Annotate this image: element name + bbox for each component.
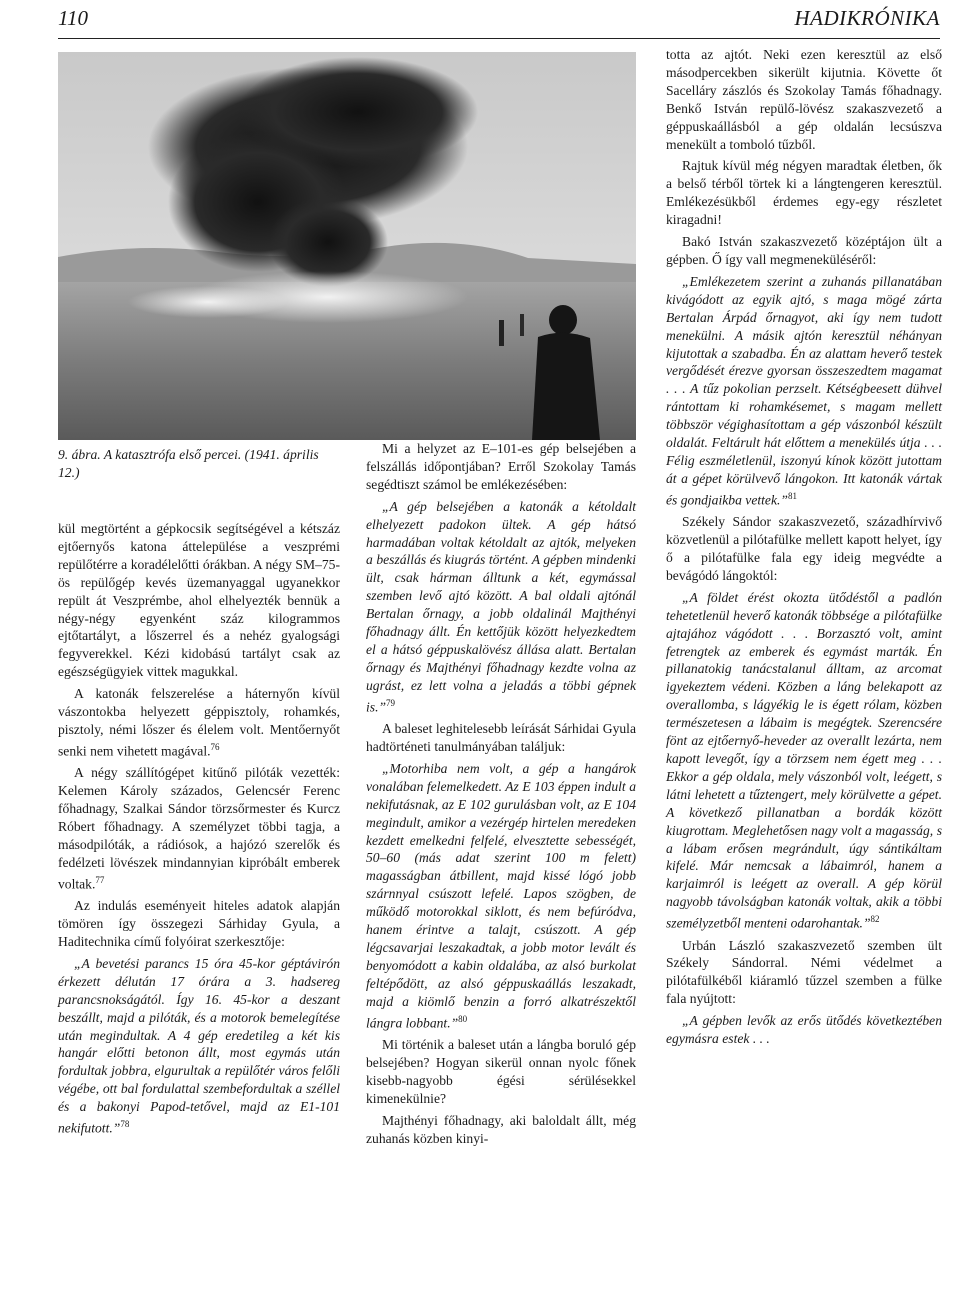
column-3 xyxy=(666,46,942,1052)
quote: „A gépben levők az erős ütődés következtében egymásra estek . . . xyxy=(666,1013,942,1047)
paragraph: Az indulás eseményeit hiteles adatok alapján tömören így összegezi Sárhiday Gyula, a Haditechnika című folyóirat szerkesztője: xyxy=(58,898,340,949)
figure-caption: 9. ábra. A katasztrófa első percei. (1941. április 12.) xyxy=(58,447,319,480)
quote: „A gép belsejében a katonák a kétoldalt elhelyezett padokon ültek. A gép hátsó harmadában voltak kétoldalt az ajtók, melyeken a beszállás és kiugrás történt. A gépben mindenki ült, csak hárman álltunk a két, egymással szemben levő ajtó között. A bal oldali ajtónál Bertalan őrnagy, a jobb oldalinál Majthényi főhadnagy állt. Én kettőjük között helyezkedtem el a hátsó géppuskalövész állása alatt. Bertalan őrnagy és Majthényi főhadnagy kezdte volna az ugrást, ez lett volna a jeladás a többi gépnek is.”$^{79}$ xyxy=(366,498,636,715)
footnote-ref: 80 xyxy=(458,1013,468,1024)
figure-photo xyxy=(58,52,636,440)
paragraph: totta az ajtót. Neki ezen keresztül az első másodpercekben sikerült kijutnia. Követte őt Sacelláry zászlós és Szokolay Tamás főhadnagy. Benkő István repülő-lövész szakaszvezető a géppuskaállásból a gép oldalán lecsúszva menekült a tomboló tűzből. xyxy=(666,47,942,152)
paragraph: Mi történik a baleset után a lángba boruló gép belsejében? Hogyan sikerül onnan nyolc főnek kisebb-nagyobb égési sérülésekkel kimenekülnie? xyxy=(366,1037,636,1106)
quote: „Motorhiba nem volt, a gép a hangárok vonalában felemelkedett. Az E 103 éppen indult a nekifutásnak, az E 102 gurulásban volt, az E 104 megindult, amikor a vezérgép hirtelen meredeken kezdett emelkedni felfelé, elvesztette sebességét, 50–60 (más adat szerint 100 m felett) magasságban átbillent, majd kissé lógó jobb szárnnyal csúszott lefelé. Lapos szögben, de működő motorokkal siklott, és nem befúródva, hanem érintve a talajt, csúszott. A gép légcsavarjai leszakadtak, a jobb motor levált és benyomódott a kabin oldalába, az alsó burkolat feltépődött, az alsó géppuskaállás leszakadt, majd a kiömlő benzin a forró alkatrészektől lángra lobbant.”$^{80}$ xyxy=(366,760,636,1031)
paragraph: A baleset leghitelesebb leírását Sárhidai Gyula hadtörténeti tanulmányában találjuk: xyxy=(366,721,636,755)
footnote-ref: 78 xyxy=(120,1119,130,1130)
paragraph: Mi a helyzet az E–101-es gép belsejében a felszállás időpontjában? Erről Szokolay Tamás segédtiszt számol be emlékezésében: xyxy=(366,441,636,492)
paragraph: A négy szállítógépet kitűnő pilóták vezették: Kelemen Károly százados, Gelencsér Ferenc főhadnagy, Szalkai Sándor törzsőrmester és Kurcz Róbert főhadnagy. A személyzet többi tagja, a másodpilóták, a rádiósok, a hajózó szerelők és fedélzeti lövészek mindannyian kipróbált emberek voltak.$^{77}$ xyxy=(58,765,340,892)
footnote-ref: 77 xyxy=(95,874,105,885)
page-number: 110 xyxy=(58,6,88,30)
journal-title: HADIKRÓNIKA xyxy=(794,6,940,30)
quote: „A földet érést okozta ütődéstől a padlón tehetetlenül heverő katonák többsége a pilótafülke ajtajához vágódott . . . Borzasztó volt, amint fetrengtek az emberek és egymást marták. Én pillanatokig tanácstalanul álltam, az arcomat igyekeztem védeni. Közben a láng belekapott az overallomba, s lágyékig le is égett rólam, közben természetesen a lábaim is megégtek. Szerencsére fönt az ejtőernyő-heveder az overallt lezárta, nem kapott levegőt, így a törzsem nem égett meg . . . Ekkor a gép oldala, mely vászonból volt, leégett, s látni lehetett a tűztengert, mely körülvette a gépet. A következő pillanatban a bordák között kiugrottam. Meglehetősen nagy volt a magasság, s a lábam erősen megrándult, úgy sántikáltam kifelé. Már nemcsak a lábaimról, hanem a karjaimról is leégett az overall. A gép körül nagyobb távolságban katonák voltak, akik a többi személyzetből menteni odarohantak.”$^{82}$ xyxy=(666,589,942,931)
paragraph: Rajtuk kívül még négyen maradtak életben, ők a belső térből törtek ki a lángtengeren keresztül. Emlékezésükből érdemes egy-egy részletet kiragadni! xyxy=(666,158,942,228)
quote: „A bevetési parancs 15 óra 45-kor géptávirón érkezett délután 17 órára a 3. hadsereg parancsnokságától. Így 16. 45-kor a deszant beszállt, majd a pilóták, és a motorok bemelegítése után megindultak. A 4 gép eredetileg a két kis hangár előtti betonon állt, most egymás után fordultak jobbra, elgurultak a repülőtér város felőli végébe, ott bal fordulattal szembefordultak a széllel és a bakonyi Papod-tetővel, majd az E1-101 nekifutott.”$^{78}$ xyxy=(58,955,340,1136)
footnote-ref: 81 xyxy=(787,490,797,501)
column-1 xyxy=(58,520,340,1142)
paragraph: Bakó István szakaszvezető középtájon ült a gépben. Ő így vall megmeneküléséről: xyxy=(666,234,942,267)
paragraph: Majthényi főhadnagy, aki baloldalt állt, még zuhanás közben kinyi- xyxy=(366,1112,636,1146)
footnote-ref: 79 xyxy=(386,697,396,708)
column-2 xyxy=(366,440,636,1152)
paragraph: Urbán László szakaszvezető szemben ült Székely Sándorral. Némi védelmet a pilótafülkéből kiáramló tűzzel szemben a fülke fala nyújtott: xyxy=(666,937,942,1007)
footnote-ref: 82 xyxy=(870,914,880,925)
quote: „Emlékezetem szerint a zuhanás pillanatában kivágódott az egyik ajtó, s maga mögé zárta Bertalan Árpád őrnagyot, aki így nem tudott menekülni. A másik ajtón keresztül néhányan kijutottak a szabadba. Én az alattam heverő testek vergődését érezve gyorsan összeszedtem magamat . . . A tűz pokolian perzselt. Kétségbeesett dühvel rántottam ki rohamkésemet, s magam mellett többször végighasítottam a gép vászonból készült oldalát. Feltárult hát előttem a menekülés útja . . . Félig eszméletlenül, iszonyú kínok között jutottam át a gépet körülvevő lángokon. Itt katonák vártak és gondjaikba vettek.”$^{81}$ xyxy=(666,273,942,508)
paragraph: Székely Sándor szakaszvezető, századhírvivő közvetlenül a pilótafülke mellett kapott helyet, így ő a pilótafülke fala egy ideig megvédte a bevágódó lángoktól: xyxy=(666,514,942,583)
footnote-ref: 76 xyxy=(210,741,220,752)
paragraph: A katonák felszerelése a háternyőn kívül vászontokba helyezett géppisztoly, rohamkés, pisztoly, némi lőszer és élelem volt. Mentőernyőt senki nem vihetett magával.$^{76}$ xyxy=(58,686,340,759)
paragraph: kül megtörtént a gépkocsik segítségével a kétszáz ejtőernyős katona áttelepülése a veszprémi repülőtérre a koradélelőtti órákban. A négy SM–75-ös repülőgép kevés üzemanyaggal ugyanekkor repült át Veszprémbe, ahol elhelyezték bennük a négy-négy egyenként száz kilogrammos ejtőtartályt, a lőszerrel és a nehéz gyalogsági fegyverekkel. Kézi kidobású tartályt csak az egészségügyiek vittek magukkal. xyxy=(58,521,340,680)
header-rule xyxy=(58,38,940,39)
